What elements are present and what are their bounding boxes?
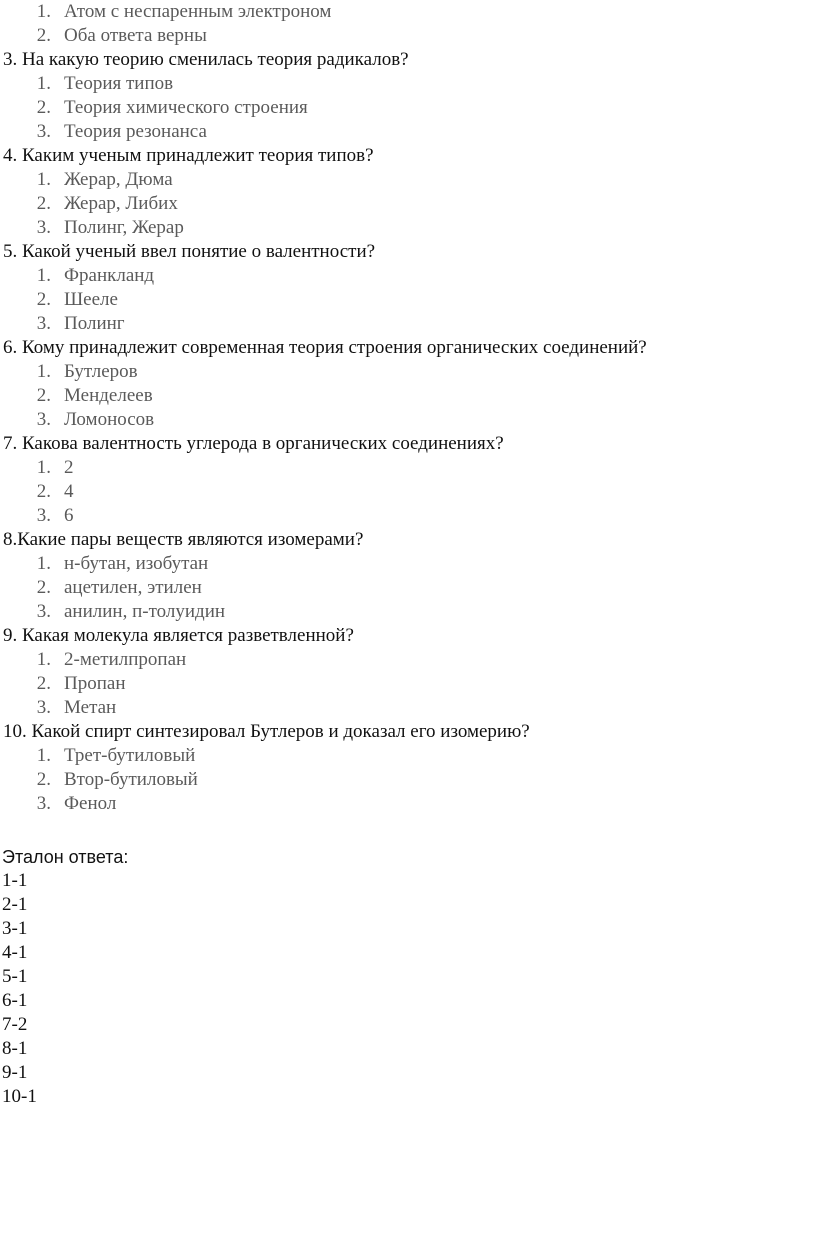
option-number: 1. — [36, 745, 51, 766]
option-number: 2. — [36, 25, 51, 46]
option-text: 2-метилпропан — [64, 649, 187, 670]
option-item — [0, 72, 816, 96]
option-item — [0, 120, 816, 144]
option-number: 1. — [36, 1, 51, 22]
option-text: Франкланд — [64, 265, 155, 286]
option-number: 2. — [36, 769, 51, 790]
option-text: Ломоносов — [64, 409, 155, 430]
option-text: Метан — [64, 697, 117, 718]
option-number: 2. — [36, 97, 51, 118]
option-number: 3. — [36, 313, 51, 334]
option-text: Теория типов — [64, 73, 174, 94]
option-number: 1. — [36, 649, 51, 670]
option-text: Теория химического строения — [64, 97, 308, 118]
option-number: 1. — [36, 265, 51, 286]
option-item — [0, 0, 816, 24]
answer-line: 2-1 — [2, 894, 28, 915]
question-text: 10. Какой спирт синтезировал Бутлеров и доказал его изомерию? — [3, 721, 530, 742]
option-number: 3. — [36, 793, 51, 814]
option-text: Менделеев — [64, 385, 153, 406]
option-item — [0, 312, 816, 336]
option-item — [0, 168, 816, 192]
option-item — [0, 456, 816, 480]
option-text: 4 — [64, 481, 74, 502]
option-text: Теория резонанса — [64, 121, 207, 142]
option-item — [0, 672, 816, 696]
option-item — [0, 696, 816, 720]
option-number: 2. — [36, 289, 51, 310]
option-number: 3. — [36, 409, 51, 430]
option-text: Втор-бутиловый — [64, 769, 198, 790]
option-number: 1. — [36, 169, 51, 190]
question-text: 3. На какую теорию сменилась теория радикалов? — [3, 49, 409, 70]
option-number: 1. — [36, 457, 51, 478]
question-block — [0, 432, 816, 528]
question-block — [0, 336, 816, 432]
option-text: ацетилен, этилен — [64, 577, 202, 598]
question-block — [0, 624, 816, 720]
option-text: Бутлеров — [64, 361, 138, 382]
leading-options — [0, 0, 816, 48]
option-number: 2. — [36, 673, 51, 694]
option-item — [0, 216, 816, 240]
question-text: 7. Какова валентность углерода в органических соединениях? — [3, 433, 504, 454]
option-item — [0, 96, 816, 120]
option-item — [0, 408, 816, 432]
question-text: 4. Каким ученым принадлежит теория типов? — [3, 145, 374, 166]
answer-line: 10-1 — [2, 1086, 37, 1107]
option-item — [0, 744, 816, 768]
option-item — [0, 648, 816, 672]
option-item — [0, 192, 816, 216]
answer-key-title: Эталон ответа: — [2, 847, 129, 867]
option-number: 2. — [36, 193, 51, 214]
option-number: 2. — [36, 577, 51, 598]
option-text: анилин, п-толуидин — [64, 601, 226, 622]
option-text: 6 — [64, 505, 74, 526]
option-text: Оба ответа верны — [64, 25, 207, 46]
option-text: Полинг — [64, 313, 125, 334]
option-number: 3. — [36, 217, 51, 238]
answer-key — [0, 845, 128, 1109]
question-text: 8.Какие пары веществ являются изомерами? — [3, 529, 364, 550]
option-text: Трет-бутиловый — [64, 745, 196, 766]
option-number: 3. — [36, 697, 51, 718]
question-text: 5. Какой ученый ввел понятие о валентности? — [3, 241, 376, 262]
option-text: Атом с неспаренным электроном — [64, 1, 332, 22]
answer-line: 3-1 — [2, 918, 28, 939]
option-text: Жерар, Либих — [64, 193, 178, 214]
question-text: 9. Какая молекула является разветвленной? — [3, 625, 354, 646]
answer-line: 7-2 — [2, 1014, 28, 1035]
question-text: 6. Кому принадлежит современная теория строения органических соединений? — [3, 337, 647, 358]
option-text: Шееле — [64, 289, 118, 310]
option-text: Фенол — [64, 793, 117, 814]
option-item — [0, 768, 816, 792]
option-number: 2. — [36, 481, 51, 502]
option-item — [0, 384, 816, 408]
option-item — [0, 552, 816, 576]
option-number: 3. — [36, 601, 51, 622]
question-block — [0, 48, 816, 144]
option-text: н-бутан, изобутан — [64, 553, 209, 574]
option-item — [0, 264, 816, 288]
option-number: 3. — [36, 505, 51, 526]
option-item — [0, 504, 816, 528]
answer-line: 8-1 — [2, 1038, 28, 1059]
option-item — [0, 360, 816, 384]
option-number: 1. — [36, 73, 51, 94]
option-number: 2. — [36, 385, 51, 406]
question-block — [0, 528, 816, 624]
answer-line: 1-1 — [2, 870, 28, 891]
answer-line: 5-1 — [2, 966, 28, 987]
option-text: Пропан — [64, 673, 126, 694]
option-number: 1. — [36, 553, 51, 574]
answer-line: 4-1 — [2, 942, 28, 963]
question-block — [0, 720, 816, 816]
question-block — [0, 144, 816, 240]
option-item — [0, 792, 816, 816]
option-item — [0, 600, 816, 624]
option-text: 2 — [64, 457, 74, 478]
option-item — [0, 576, 816, 600]
option-item — [0, 24, 816, 48]
option-number: 1. — [36, 361, 51, 382]
option-item — [0, 480, 816, 504]
answer-line: 6-1 — [2, 990, 28, 1011]
option-text: Полинг, Жерар — [64, 217, 184, 238]
option-item — [0, 288, 816, 312]
answer-line: 9-1 — [2, 1062, 28, 1083]
question-block — [0, 240, 816, 336]
option-text: Жерар, Дюма — [64, 169, 173, 190]
option-number: 3. — [36, 121, 51, 142]
